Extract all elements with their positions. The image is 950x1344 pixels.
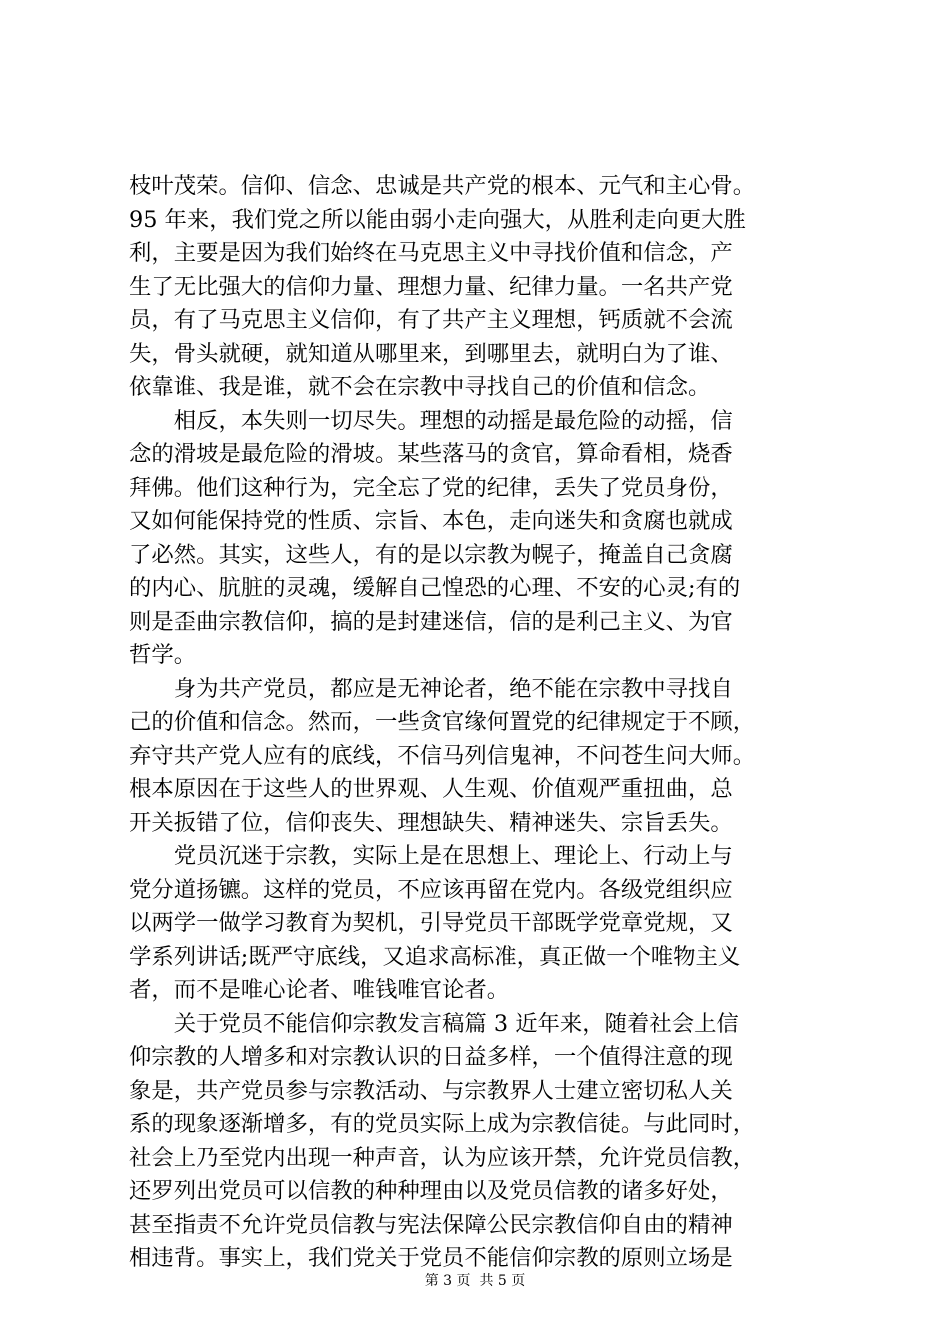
text-line: 枝叶茂荣。信仰、信念、忠诚是共产党的根本、元气和主心骨。 <box>129 173 756 199</box>
text-line: 利，主要是因为我们始终在马克思主义中寻找价值和信念，产 <box>129 240 733 266</box>
text-line: 的内心、肮脏的灵魂，缓解自己惶恐的心理、不安的心灵;有的 <box>129 575 741 601</box>
text-line: 开关扳错了位，信仰丧失、理想缺失、精神迷失、宗旨丢失。 <box>129 809 733 836</box>
text-line: 象是，共产党员参与宗教活动、与宗教界人士建立密切私人关 <box>129 1077 733 1104</box>
text-line: 弃守共产党人应有的底线，不信马列信鬼神，不问苍生问大师。 <box>129 742 756 769</box>
text-line: 了必然。其实，这些人，有的是以宗教为幌子，掩盖自己贪腐 <box>129 541 733 568</box>
text-line: 社会上乃至党内出现一种声音，认为应该开禁，允许党员信教， <box>129 1144 756 1171</box>
text-line: 关于党员不能信仰宗教发言稿篇 3 近年来，随着社会上信 <box>129 1010 739 1037</box>
text-line: 身为共产党员，都应是无神论者，绝不能在宗教中寻找自 <box>129 675 733 702</box>
text-line: 以两学一做学习教育为契机，引导党员干部既学党章党规，又 <box>129 910 733 936</box>
text-line: 念的滑坡是最危险的滑坡。某些落马的贪官，算命看相，烧香 <box>129 441 733 467</box>
document-body <box>129 170 829 1276</box>
text-line: 生了无比强大的信仰力量、理想力量、纪律力量。一名共产党 <box>129 273 733 300</box>
text-line: 相反，本失则一切尽失。理想的动摇是最危险的动摇，信 <box>129 407 733 434</box>
text-line: 又如何能保持党的性质、宗旨、本色，走向迷失和贪腐也就成 <box>129 508 733 534</box>
text-line: 哲学。 <box>129 642 197 668</box>
text-line: 拜佛。他们这种行为，完全忘了党的纪律，丢失了党员身份， <box>129 474 733 501</box>
text-line: 党员沉迷于宗教，实际上是在思想上、理论上、行动上与 <box>129 843 733 869</box>
page-footer: 第 3 页 共 5 页 <box>424 1273 526 1289</box>
text-line: 还罗列出党员可以信教的种种理由以及党员信教的诸多好处， <box>129 1178 733 1204</box>
text-line: 者，而不是唯心论者、唯钱唯官论者。 <box>129 977 510 1003</box>
text-line: 95 年来，我们党之所以能由弱小走向强大，从胜利走向更大胜 <box>129 206 746 233</box>
text-line: 员，有了马克思主义信仰，有了共产主义理想，钙质就不会流 <box>129 307 733 333</box>
text-line: 己的价值和信念。然而，一些贪官缘何置党的纪律规定于不顾， <box>129 709 756 735</box>
text-line: 仰宗教的人增多和对宗教认识的日益多样，一个值得注意的现 <box>129 1044 733 1070</box>
text-line: 甚至指责不允许党员信教与宪法保障公民宗教信仰自由的精神 <box>129 1211 733 1238</box>
text-line: 根本原因在于这些人的世界观、人生观、价值观严重扭曲，总 <box>129 776 733 802</box>
text-line: 系的现象逐渐增多，有的党员实际上成为宗教信徒。与此同时， <box>129 1111 756 1137</box>
text-line: 学系列讲话;既严守底线，又追求高标准，真正做一个唯物主义 <box>129 943 741 970</box>
text-line: 失，骨头就硬，就知道从哪里来，到哪里去，就明白为了谁、 <box>129 340 733 367</box>
text-line: 相违背。事实上，我们党关于党员不能信仰宗教的原则立场是 <box>129 1245 733 1271</box>
text-line: 党分道扬镳。这样的党员，不应该再留在党内。各级党组织应 <box>129 876 733 903</box>
text-line: 依靠谁、我是谁，就不会在宗教中寻找自己的价值和信念。 <box>129 374 711 400</box>
text-line: 则是歪曲宗教信仰，搞的是封建迷信，信的是利己主义、为官 <box>129 608 733 635</box>
